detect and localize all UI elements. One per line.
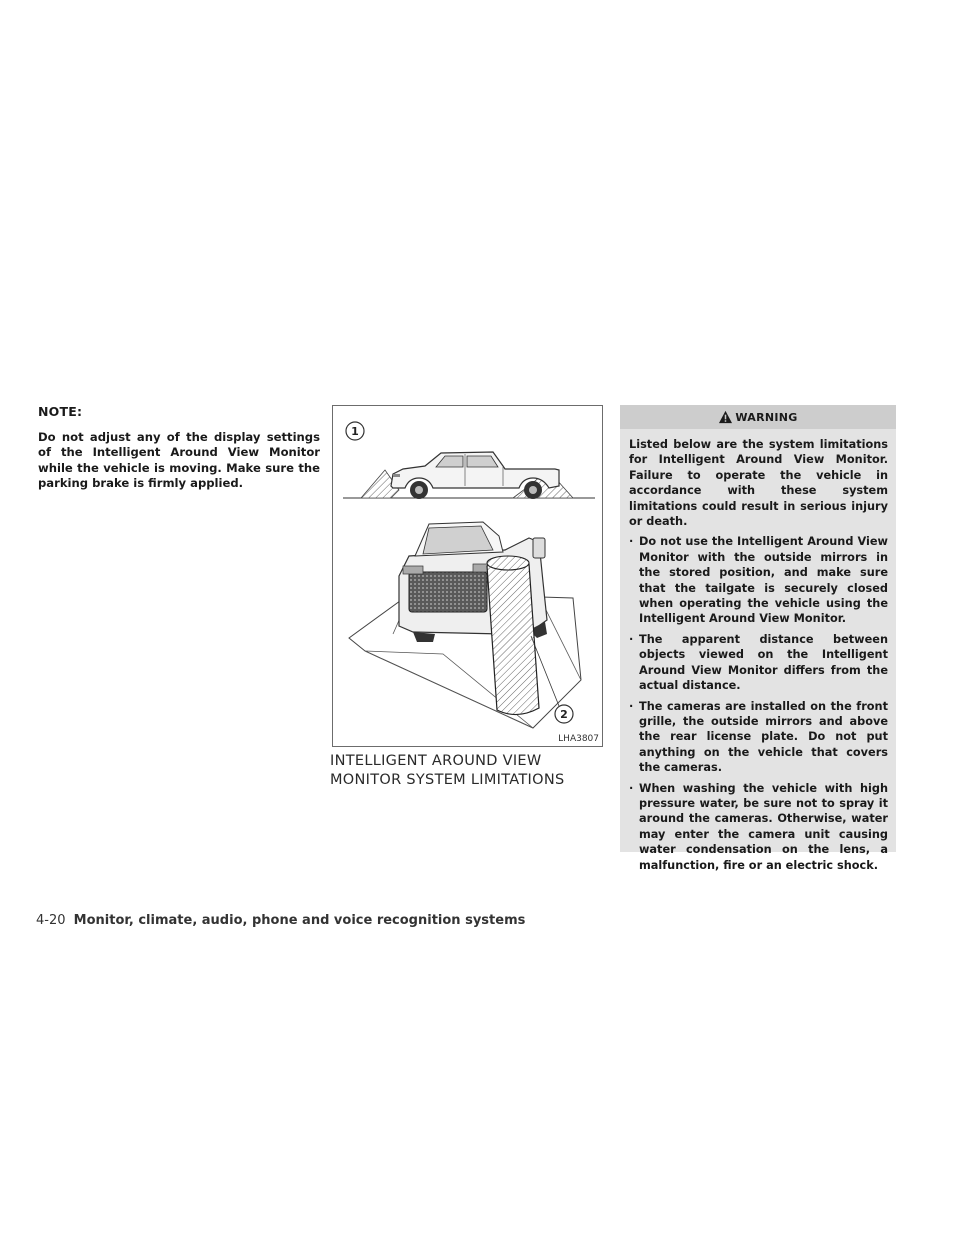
- warning-item-text: Do not use the Intelligent Around View Monitor with the outside mirrors in the stored position, and make sure that the tailgate is securely closed when operating the vehicle using the Intelligent Around View Monitor.: [639, 535, 888, 626]
- warning-item-text: The apparent distance between objects viewed on the Intelligent Around View Monitor differs from the actual distance.: [639, 632, 888, 693]
- bullet: ·: [629, 781, 634, 795]
- bullet: ·: [629, 699, 634, 713]
- warning-intro: Listed below are the system limitations for Intelligent Around View Monitor. Failure to operate the vehicle in accordance with these system limitations could result in serious injury or death.: [629, 438, 888, 529]
- warning-item: [629, 781, 888, 873]
- svg-text:2: 2: [560, 708, 568, 721]
- note-heading: NOTE:: [38, 404, 83, 419]
- warning-item-text: The cameras are installed on the front grille, the outside mirrors and above the rear license plate. Do not put anything on the vehicle that covers the cameras.: [639, 699, 888, 775]
- warning-item: [629, 699, 888, 776]
- bullet: ·: [629, 632, 634, 646]
- page-footer: [36, 913, 525, 928]
- bullet: ·: [629, 535, 634, 549]
- svg-text:1: 1: [351, 425, 359, 438]
- warning-item-text: When washing the vehicle with high pressure water, be sure not to spray it around the cameras. Otherwise, water may enter the camera unit causing water condensation on the lens, a malfunction, fire or an electric shock.: [639, 781, 888, 872]
- note-body: Do not adjust any of the display settings of the Intelligent Around View Monitor while the vehicle is moving. Make sure the parking brake is firmly applied.: [38, 430, 320, 491]
- warning-heading: WARNING: [735, 410, 798, 424]
- warning-item: [629, 534, 888, 626]
- warning-header: [620, 405, 896, 429]
- truck-camera-illustration: [333, 406, 604, 748]
- figure-code: LHA3807: [558, 734, 599, 744]
- warning-body: [620, 429, 896, 873]
- front-view-truck: [349, 522, 581, 728]
- warning-box: [620, 405, 896, 872]
- callout-1: [346, 422, 364, 440]
- warning-triangle-icon: [718, 410, 733, 424]
- camera-limitations-figure: [332, 405, 603, 747]
- chapter-title: Monitor, climate, audio, phone and voice recognition systems: [73, 913, 526, 928]
- side-view-truck: [343, 452, 595, 499]
- page-number: 4-20: [36, 913, 66, 928]
- callout-2: [555, 705, 573, 723]
- section-title: INTELLIGENT AROUND VIEW MONITOR SYSTEM LIMITATIONS: [330, 753, 565, 788]
- warning-list: [629, 534, 888, 873]
- warning-item: [629, 632, 888, 694]
